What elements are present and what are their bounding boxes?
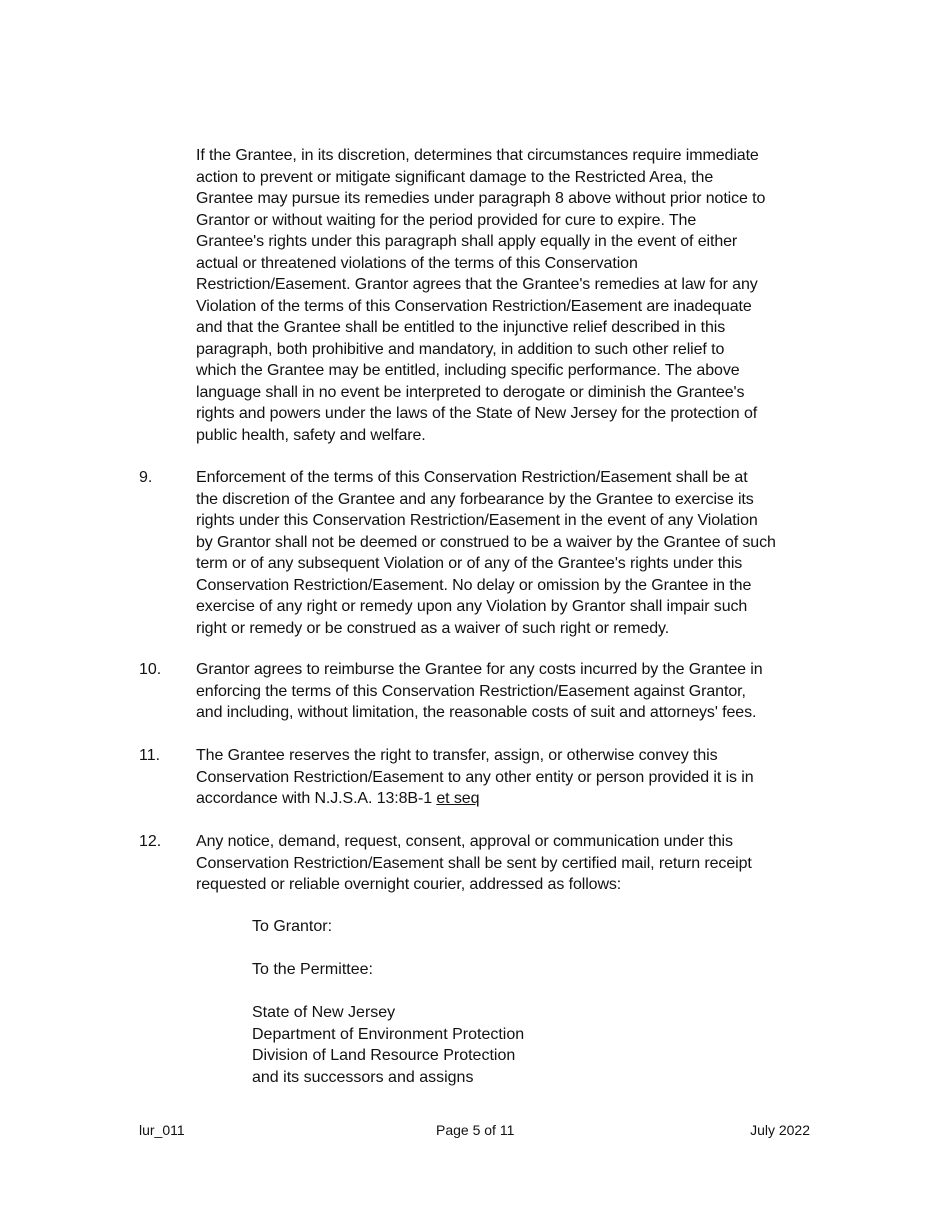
paragraph-line: Conservation Restriction/Easement. No delay or omission by the Grantee in the <box>196 576 752 594</box>
item-12-paragraph <box>196 831 816 896</box>
paragraph-line: Restriction/Easement. Grantor agrees that the Grantee's remedies at law for any <box>196 276 758 293</box>
et-seq-text: et seq <box>436 790 480 807</box>
address-line: State of New Jersey <box>252 1004 396 1021</box>
paragraph-line: Grantor agrees to reimburse the Grantee for any costs incurred by the Grantee in <box>196 661 763 678</box>
item-number: 12. <box>139 833 162 850</box>
address-line: Division of Land Resource Protection <box>252 1047 516 1064</box>
paragraph-line: Conservation Restriction/Easement shall be sent by certified mail, return receipt <box>196 854 752 872</box>
address-line: and its successors and assigns <box>252 1068 474 1086</box>
item-9-paragraph <box>196 467 816 639</box>
paragraph-line: Enforcement of the terms of this Conservation Restriction/Easement shall be at <box>196 469 748 486</box>
address-line: Department of Environment Protection <box>252 1025 525 1043</box>
paragraph-line: language shall in no event be interpreted to derogate or diminish the Grantee's <box>196 383 745 401</box>
paragraph-line: Conservation Restriction/Easement to any other entity or person provided it is in <box>196 768 754 786</box>
paragraph-line: and that the Grantee shall be entitled to the injunctive relief described in this <box>196 319 726 336</box>
item-10-paragraph <box>196 659 816 724</box>
to-permittee-label: To the Permittee: <box>252 961 373 978</box>
paragraph-line: by Grantor shall not be deemed or construed to be a waiver by the Grantee of such <box>196 533 776 551</box>
item-number: 11. <box>139 747 161 764</box>
paragraph-line: right or remedy or be construed as a waiver of such right or remedy. <box>196 619 670 637</box>
paragraph-line: public health, safety and welfare. <box>196 426 426 444</box>
paragraph-line: The Grantee reserves the right to transfer, assign, or otherwise convey this <box>196 747 718 764</box>
paragraph-line: actual or threatened violations of the terms of this Conservation <box>196 254 638 272</box>
footer-date: July 2022 <box>750 1122 810 1138</box>
footer-form-id: lur_011 <box>139 1122 185 1138</box>
paragraph-line: action to prevent or mitigate significant damage to the Restricted Area, the <box>196 168 714 186</box>
paragraph-line <box>196 788 816 810</box>
paragraph-line: and including, without limitation, the reasonable costs of suit and attorneys' fees. <box>196 704 757 721</box>
item-number: 9. <box>139 469 153 486</box>
paragraph-line: rights under this Conservation Restriction/Easement in the event of any Violation <box>196 512 758 529</box>
paragraph-line: term or of any subsequent Violation or of any of the Grantee's rights under this <box>196 555 743 572</box>
paragraph-line: rights and powers under the laws of the State of New Jersey for the protection of <box>196 405 758 422</box>
paragraph-line: Violation of the terms of this Conservation Restriction/Easement are inadequate <box>196 297 752 315</box>
intro-paragraph <box>196 145 816 446</box>
paragraph-line: If the Grantee, in its discretion, determines that circumstances require immediate <box>196 147 759 164</box>
paragraph-line: Grantor or without waiting for the period provided for cure to expire. The <box>196 211 697 229</box>
to-grantor-label: To Grantor: <box>252 918 333 935</box>
paragraph-line: Any notice, demand, request, consent, approval or communication under this <box>196 833 733 850</box>
paragraph-line: enforcing the terms of this Conservation Restriction/Easement against Grantor, <box>196 682 746 700</box>
item-11-paragraph <box>196 745 816 810</box>
item-number: 10. <box>139 661 162 678</box>
paragraph-line: paragraph, both prohibitive and mandatory, in addition to such other relief to <box>196 340 725 358</box>
paragraph-line: exercise of any right or remedy upon any Violation by Grantor shall impair such <box>196 598 748 615</box>
paragraph-line: Grantee's rights under this paragraph shall apply equally in the event of either <box>196 233 738 250</box>
paragraph-line: the discretion of the Grantee and any forbearance by the Grantee to exercise its <box>196 490 754 508</box>
paragraph-line: which the Grantee may be entitled, including specific performance. The above <box>196 362 740 379</box>
paragraph-line: Grantee may pursue its remedies under paragraph 8 above without prior notice to <box>196 190 766 207</box>
paragraph-line: requested or reliable overnight courier, addressed as follows: <box>196 876 622 893</box>
footer-page-number: Page 5 of 11 <box>436 1122 515 1138</box>
citation-text: accordance with N.J.S.A. 13:8B-1 <box>196 790 437 807</box>
permittee-address <box>252 1002 524 1088</box>
